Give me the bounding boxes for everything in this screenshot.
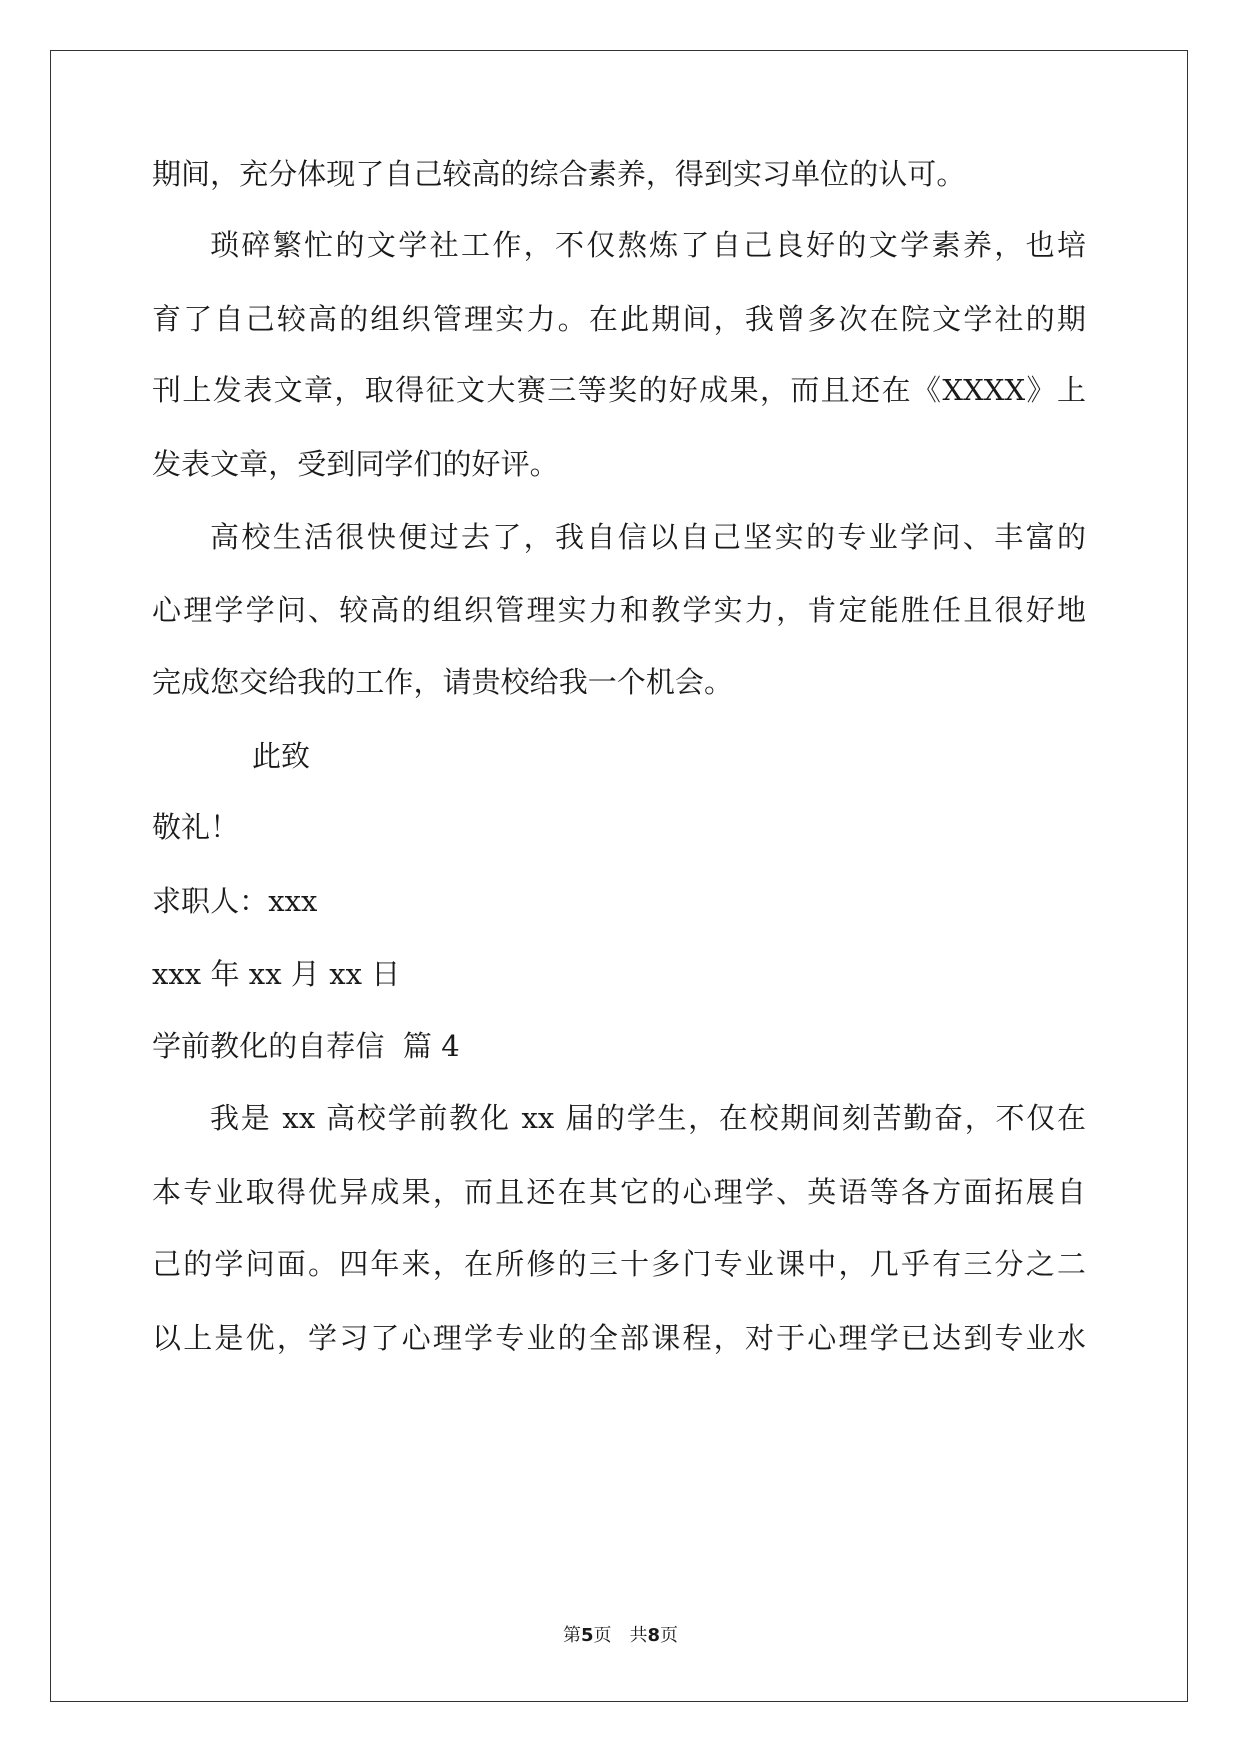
text-line: 发表文章，受到同学们的好评。 [152,447,559,481]
text-line: 心理学学问、较高的组织管理实力和教学实力，肯定能胜任且很好地 [152,593,1086,627]
footer-page-prefix: 第 [562,1625,581,1646]
page-footer [0,1624,1241,1648]
text-line: 以上是优，学习了心理学专业的全部课程，对于心理学已达到专业水 [152,1321,1086,1355]
text-line: 琐碎繁忙的文学社工作，不仅熬炼了自己良好的文学素养，也培 [210,228,1086,262]
text-line: 完成您交给我的工作，请贵校给我一个机会。 [152,665,734,699]
text-line: 高校生活很快便过去了，我自信以自己坚实的专业学问、丰富的 [210,520,1086,554]
text-line: 刊上发表文章，取得征文大赛三等奖的好成果，而且还在《XXXX》上 [152,373,1086,407]
text-line: 期间，充分体现了自己较高的综合素养，得到实习单位的认可。 [152,157,966,191]
footer-total-suffix: 页 [660,1625,679,1646]
footer-page-suffix: 页 [593,1625,612,1646]
footer-page-number: 5 [580,1625,594,1646]
text-line: 我是 xx 高校学前教化 xx 届的学生，在校期间刻苦勤奋，不仅在 [210,1101,1086,1135]
text-line: 本专业取得优异成果，而且还在其它的心理学、英语等各方面拓展自 [152,1175,1086,1209]
footer-total-number: 8 [647,1625,661,1646]
applicant-line: 求职人：xxx [152,884,318,918]
text-line: 己的学问面。四年来，在所修的三十多门专业课中，几乎有三分之二 [152,1247,1086,1281]
date-line: xxx 年 xx 月 xx 日 [152,957,401,991]
closing-line: 此致 [252,739,311,773]
footer-total-prefix: 共 [629,1625,648,1646]
section-heading: 学前教化的自荐信 篇 4 [152,1029,460,1063]
salutation-line: 敬礼！ [152,810,240,844]
text-line: 育了自己较高的组织管理实力。在此期间，我曾多次在院文学社的期 [152,302,1086,336]
